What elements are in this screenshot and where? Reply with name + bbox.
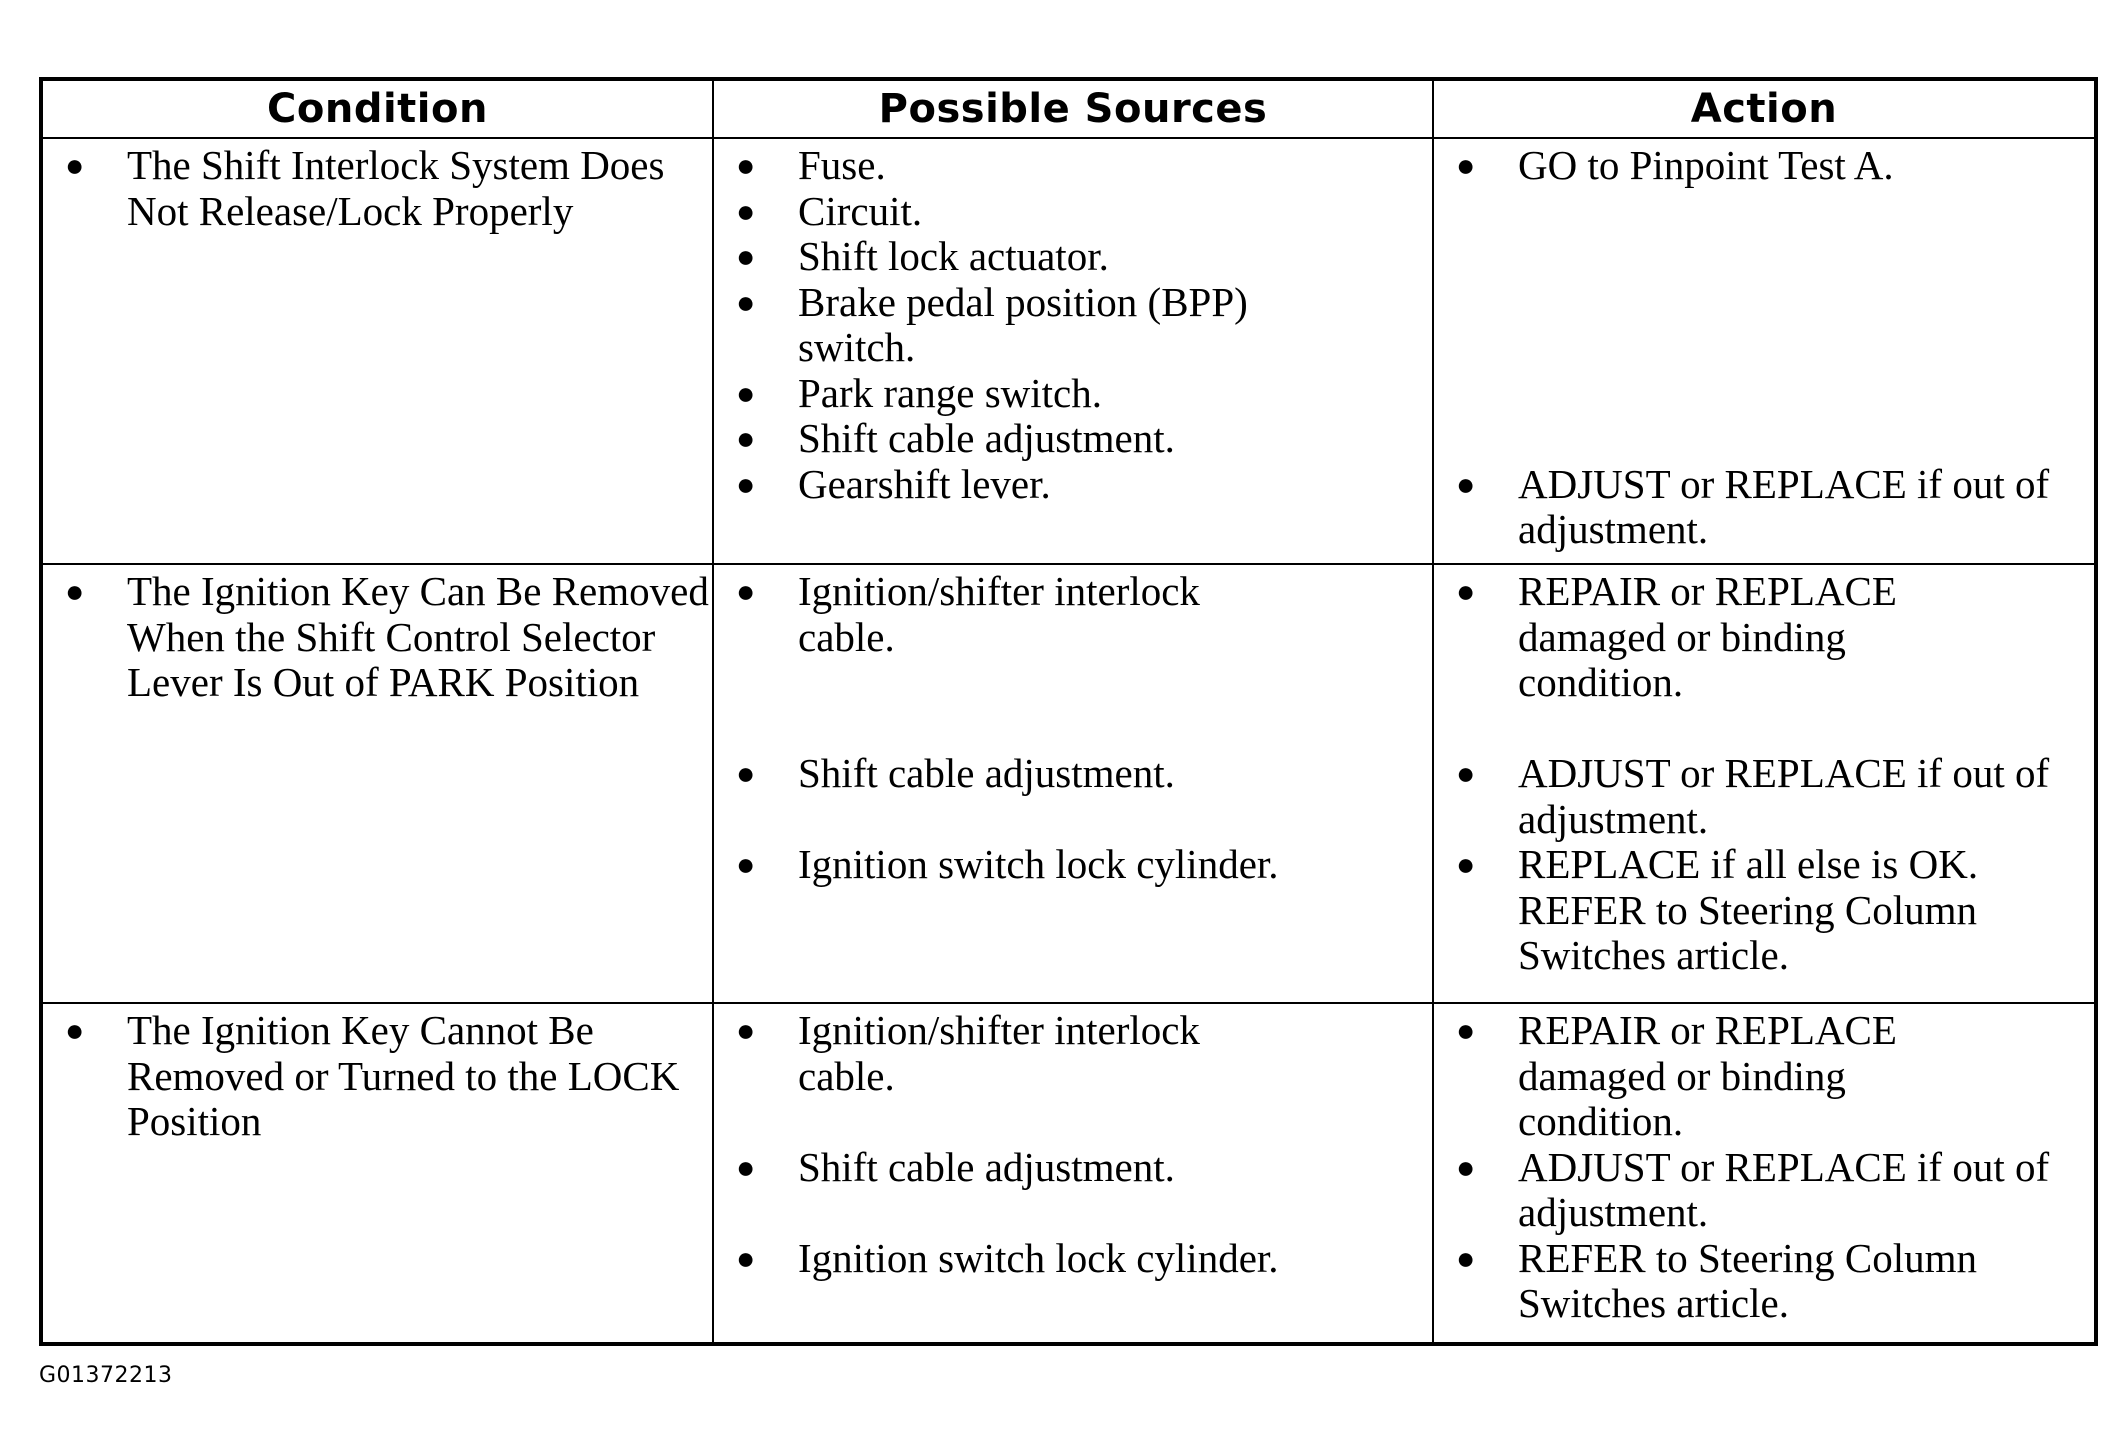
action-text: REPAIR or REPLACE damaged or binding condition. bbox=[1518, 568, 1897, 705]
row-divider bbox=[43, 563, 2094, 565]
list-item bbox=[1434, 462, 2094, 553]
list-item bbox=[43, 569, 712, 706]
row-2-action-cell bbox=[1434, 569, 2094, 1002]
source-text: Ignition switch lock cylinder. bbox=[798, 841, 1279, 887]
bullet-icon: ● bbox=[1456, 846, 1476, 882]
row-3-sources-cell bbox=[714, 1008, 1432, 1342]
bullet-icon: ● bbox=[1456, 1239, 1476, 1276]
list-item bbox=[714, 1236, 1432, 1282]
source-text: Brake pedal position (BPP) switch. bbox=[798, 278, 1248, 370]
list-item bbox=[1434, 1008, 1918, 1145]
bullet-icon: ● bbox=[736, 465, 756, 502]
source-text: Circuit. bbox=[798, 187, 923, 234]
action-text: REFER to Steering Column Switches article. bbox=[1518, 1234, 1977, 1326]
header-condition: Condition bbox=[267, 86, 488, 132]
action-text: ADJUST or REPLACE if out of adjustment. bbox=[1518, 750, 2050, 842]
source-text: Gearshift lever. bbox=[798, 460, 1051, 507]
list-item bbox=[1434, 569, 1918, 706]
source-text: Fuse. bbox=[798, 142, 886, 188]
list-item bbox=[714, 462, 1432, 508]
bullet-icon: ● bbox=[736, 238, 756, 274]
condition-text: The Shift Interlock System Does Not Release/Lock Properly bbox=[127, 142, 665, 234]
bullet-icon: ● bbox=[736, 283, 756, 320]
list-item bbox=[714, 416, 1432, 462]
bullet-icon: ● bbox=[1456, 1148, 1476, 1185]
source-text: Park range switch. bbox=[798, 369, 1102, 416]
list-item bbox=[714, 842, 1432, 888]
header-possible-sources: Possible Sources bbox=[878, 86, 1268, 132]
row-1-condition-cell bbox=[43, 143, 712, 563]
condition-text: The Ignition Key Cannot Be Removed or Turned to the LOCK Position bbox=[127, 1007, 680, 1144]
list-item bbox=[1434, 1236, 2038, 1327]
bullet-icon: ● bbox=[1456, 755, 1476, 791]
list-item bbox=[1434, 143, 2094, 189]
row-1-action-cell bbox=[1434, 143, 2094, 563]
figure-code: G01372213 bbox=[39, 1363, 173, 1388]
condition-text: The Ignition Key Can Be Removed When the Shift Control Selector Lever Is Out of PARK Position bbox=[127, 568, 709, 705]
source-text: Shift cable adjustment. bbox=[798, 1143, 1175, 1190]
action-text: REPLACE if all else is OK. REFER to Steering Column Switches article. bbox=[1518, 841, 1979, 978]
bullet-icon: ● bbox=[736, 755, 756, 791]
bullet-icon: ● bbox=[736, 1012, 756, 1048]
header-divider bbox=[43, 137, 2094, 139]
list-item bbox=[714, 371, 1432, 417]
bullet-icon: ● bbox=[736, 1148, 756, 1185]
bullet-icon: ● bbox=[65, 147, 85, 183]
bullet-icon: ● bbox=[736, 374, 756, 411]
list-item bbox=[1434, 1145, 2094, 1236]
bullet-icon: ● bbox=[1456, 573, 1476, 609]
list-item bbox=[43, 143, 712, 234]
list-item bbox=[714, 751, 1432, 797]
source-text: Ignition/shifter interlock cable. bbox=[798, 1007, 1200, 1099]
row-2-sources-cell bbox=[714, 569, 1432, 1002]
list-item bbox=[714, 189, 1432, 235]
list-item bbox=[714, 234, 1432, 280]
list-item bbox=[714, 1008, 1258, 1099]
bullet-icon: ● bbox=[736, 147, 756, 183]
row-3-condition-cell bbox=[43, 1008, 712, 1342]
action-text: REPAIR or REPLACE damaged or binding condition. bbox=[1518, 1007, 1897, 1144]
source-text: Shift cable adjustment. bbox=[798, 415, 1175, 461]
row-2-condition-cell bbox=[43, 569, 712, 1002]
list-item bbox=[714, 143, 1432, 189]
action-text: ADJUST or REPLACE if out of adjustment. bbox=[1518, 1143, 2050, 1235]
list-item bbox=[43, 1008, 712, 1145]
action-text: GO to Pinpoint Test A. bbox=[1518, 142, 1894, 188]
bullet-icon: ● bbox=[736, 846, 756, 882]
bullet-icon: ● bbox=[65, 1012, 85, 1048]
row-divider bbox=[43, 1002, 2094, 1004]
bullet-icon: ● bbox=[736, 420, 756, 456]
bullet-icon: ● bbox=[736, 573, 756, 609]
list-item bbox=[714, 1145, 1432, 1191]
bullet-icon: ● bbox=[1456, 1012, 1476, 1048]
action-text: ADJUST or REPLACE if out of adjustment. bbox=[1518, 460, 2050, 552]
bullet-icon: ● bbox=[1456, 465, 1476, 502]
bullet-icon: ● bbox=[736, 1239, 756, 1276]
bullet-icon: ● bbox=[1456, 147, 1476, 183]
source-text: Shift lock actuator. bbox=[798, 233, 1109, 279]
source-text: Shift cable adjustment. bbox=[798, 750, 1175, 796]
row-1-sources-cell bbox=[714, 143, 1432, 563]
bullet-icon: ● bbox=[736, 192, 756, 229]
list-item bbox=[714, 280, 1318, 371]
diagnosis-table bbox=[39, 77, 2098, 1346]
row-3-action-cell bbox=[1434, 1008, 2094, 1342]
source-text: Ignition switch lock cylinder. bbox=[798, 1234, 1279, 1281]
header-action: Action bbox=[1690, 86, 1838, 132]
list-item bbox=[1434, 751, 2094, 842]
list-item bbox=[1434, 842, 2028, 979]
bullet-icon: ● bbox=[65, 573, 85, 609]
source-text: Ignition/shifter interlock cable. bbox=[798, 568, 1200, 660]
list-item bbox=[714, 569, 1258, 660]
